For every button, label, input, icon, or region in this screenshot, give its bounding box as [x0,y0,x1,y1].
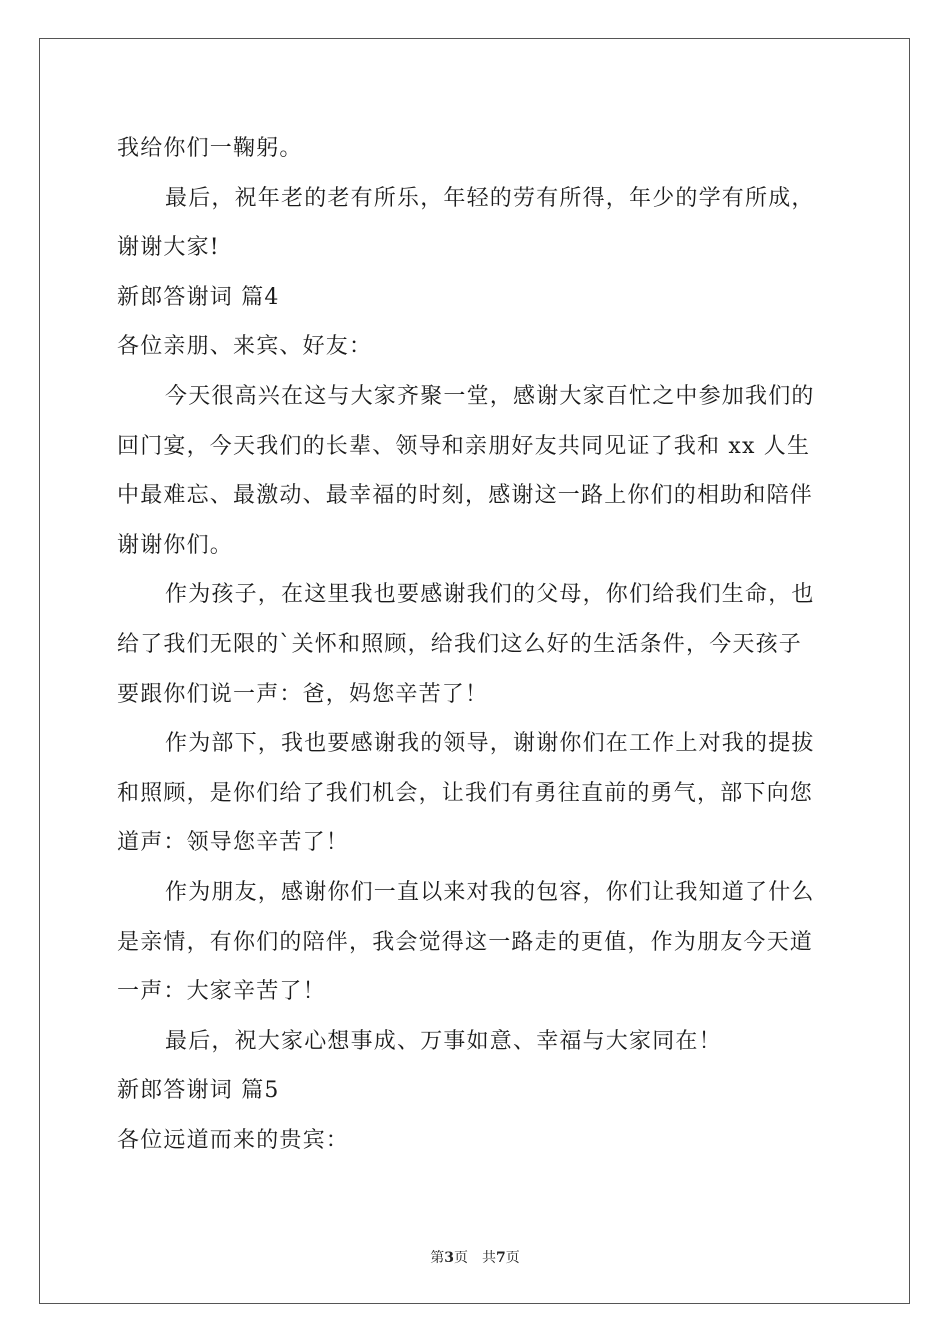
page-prefix: 第 [430,1250,445,1266]
text-line: 最后，祝年老的老有所乐，年轻的劳有所得，年少的学有所成， [165,185,815,211]
text-line: 回门宴，今天我们的长辈、领导和亲朋好友共同见证了我和 xx 人生 [117,433,811,459]
salutation: 各位远道而来的贵宾： [117,1127,350,1153]
text-line: 谢谢大家! [117,235,220,261]
section-heading: 新郎答谢词 篇5 [117,1078,280,1104]
text-line: 作为朋友，感谢你们一直以来对我的包容，你们让我知道了什么 [165,879,815,905]
text-line: 谢谢你们。 [117,532,234,558]
section-heading: 新郎答谢词 篇4 [117,284,280,310]
page-suffix: 页 [454,1250,468,1266]
total-pages: 7 [496,1250,506,1266]
text-line: 是亲情，有你们的陪伴，我会觉得这一路走的更值，作为朋友今天道 [117,929,814,955]
page-number: 3 [444,1250,454,1266]
total-suffix: 页 [505,1250,520,1266]
text-line: 中最难忘、最激动、最幸福的时刻，感谢这一路上你们的相助和陪伴 [117,483,814,509]
text-line: 道声：领导您辛苦了！ [117,830,350,856]
text-line: 作为孩子，在这里我也要感谢我们的父母，你们给我们生命，也 [165,582,815,608]
document-body [117,124,833,1165]
text-line: 我给你们一鞠躬。 [117,136,303,161]
text-line: 和照顾，是你们给了我们机会，让我们有勇往直前的勇气，部下向您 [117,780,814,806]
page-footer [0,1247,950,1267]
text-line: 给了我们无限的`关怀和照顾，给我们这么好的生活条件，今天孩子 [117,631,803,657]
salutation: 各位亲朋、来宾、好友： [117,334,373,360]
total-prefix: 共 [482,1250,496,1266]
text-line: 一声：大家辛苦了！ [117,979,326,1005]
text-line: 今天很高兴在这与大家齐聚一堂，感谢大家百忙之中参加我们的 [165,383,815,409]
text-line: 作为部下，我也要感谢我的领导，谢谢你们在工作上对我的提拔 [165,731,815,757]
text-line: 最后，祝大家心想事成、万事如意、幸福与大家同在！ [165,1028,722,1054]
text-line: 要跟你们说一声：爸，妈您辛苦了！ [117,681,489,707]
